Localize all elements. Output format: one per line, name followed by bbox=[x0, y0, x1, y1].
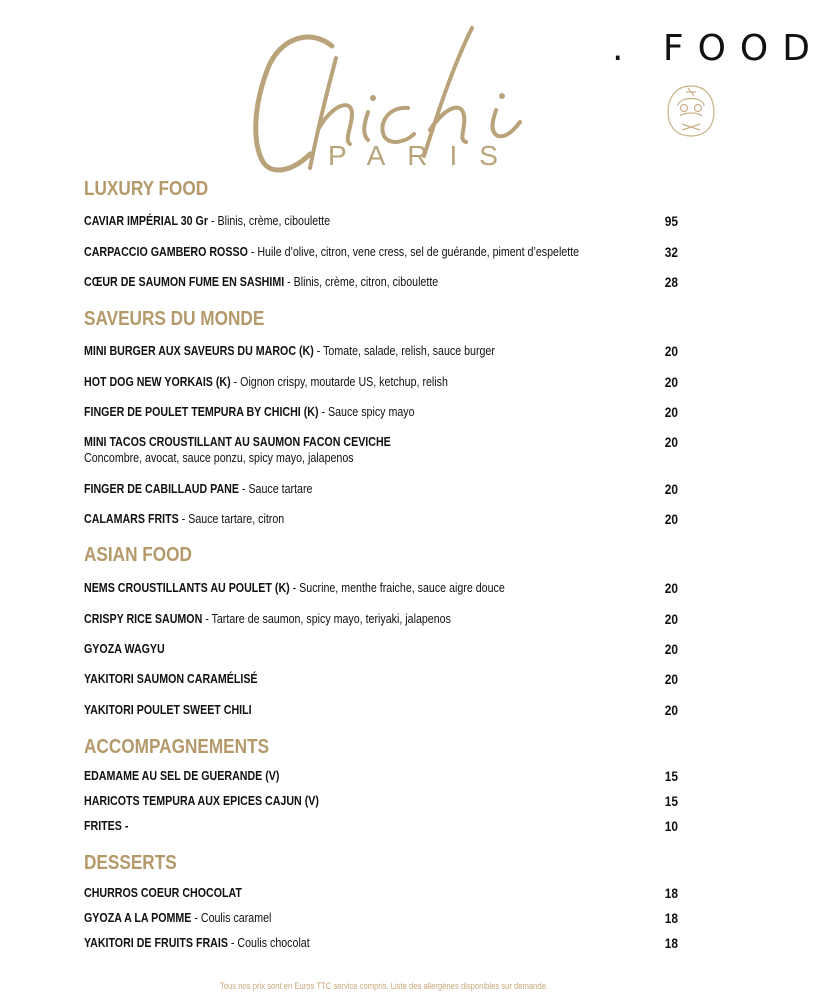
menu-item bbox=[84, 768, 724, 784]
item-name: CALAMARS FRITS bbox=[84, 511, 179, 526]
item-desc: - Tartare de saumon, spicy mayo, teriyaki, jalapenos bbox=[202, 611, 451, 626]
item-name: NEMS CROUSTILLANTS AU POULET (K) bbox=[84, 580, 290, 595]
item-price: 32 bbox=[664, 244, 678, 260]
menu-item bbox=[84, 511, 724, 527]
logo-subtitle: PARIS bbox=[328, 140, 520, 171]
item-price: 20 bbox=[664, 481, 678, 497]
menu-item bbox=[84, 434, 724, 466]
item-name: FRITES - bbox=[84, 818, 129, 833]
item-name: MINI TACOS CROUSTILLANT AU SAUMON FACON CEVICHE bbox=[84, 434, 391, 449]
menu-item bbox=[84, 374, 724, 390]
item-name: CARPACCIO GAMBERO ROSSO bbox=[84, 244, 248, 259]
item-name: CŒUR DE SAUMON FUME EN SASHIMI bbox=[84, 274, 285, 289]
footer-note bbox=[0, 980, 768, 992]
item-name: YAKITORI DE FRUITS FRAIS bbox=[84, 935, 228, 950]
item-desc: - Oignon crispy, moutarde US, ketchup, relish bbox=[230, 374, 448, 389]
item-name: YAKITORI SAUMON CARAMÉLISÉ bbox=[84, 671, 258, 686]
section-title: SAVEURS DU MONDE bbox=[84, 308, 265, 330]
section-title: DESSERTS bbox=[84, 852, 177, 874]
item-price: 20 bbox=[664, 580, 678, 596]
item-desc: - Tomate, salade, relish, sauce burger bbox=[313, 343, 495, 358]
item-price: 95 bbox=[664, 213, 678, 229]
item-price: 20 bbox=[664, 641, 678, 657]
daruma-seal-icon bbox=[662, 82, 720, 140]
item-name: MINI BURGER AUX SAVEURS DU MAROC (K) bbox=[84, 343, 314, 358]
item-name: YAKITORI POULET SWEET CHILI bbox=[84, 702, 252, 717]
item-name: HOT DOG NEW YORKAIS (K) bbox=[84, 374, 231, 389]
section-title: ASIAN FOOD bbox=[84, 544, 192, 566]
item-price: 15 bbox=[664, 793, 678, 809]
item-name: FINGER DE CABILLAUD PANE bbox=[84, 481, 239, 496]
menu-item bbox=[84, 404, 724, 420]
item-price: 20 bbox=[664, 434, 678, 450]
item-desc: - Blinis, crème, ciboulette bbox=[207, 213, 331, 228]
item-name: GYOZA WAGYU bbox=[84, 641, 165, 656]
item-desc: - Coulis caramel bbox=[191, 910, 272, 925]
menu-item bbox=[84, 274, 724, 290]
item-price: 15 bbox=[664, 768, 678, 784]
section-title: LUXURY FOOD bbox=[84, 178, 209, 200]
footer-text: Tous nos prix sont en Euros TTC service compris. Liste des allergènes disponibles sur demande. bbox=[219, 981, 549, 991]
menu-item bbox=[84, 935, 724, 951]
item-price: 18 bbox=[664, 935, 678, 951]
menu-item bbox=[84, 244, 724, 260]
menu-section-label: . FOOD bbox=[612, 28, 824, 69]
item-name: EDAMAME AU SEL DE GUERANDE (V) bbox=[84, 768, 280, 783]
item-price: 20 bbox=[664, 374, 678, 390]
menu-item bbox=[84, 671, 724, 687]
item-price: 20 bbox=[664, 611, 678, 627]
item-name: CHURROS COEUR CHOCOLAT bbox=[84, 885, 242, 900]
item-price: 10 bbox=[664, 818, 678, 834]
item-name: HARICOTS TEMPURA AUX EPICES CAJUN (V) bbox=[84, 793, 319, 808]
menu-item bbox=[84, 611, 724, 627]
item-price: 28 bbox=[664, 274, 678, 290]
item-desc: Concombre, avocat, sauce ponzu, spicy mayo, jalapenos bbox=[84, 450, 354, 465]
item-price: 18 bbox=[664, 885, 678, 901]
item-name: CRISPY RICE SAUMON bbox=[84, 611, 203, 626]
item-name: FINGER DE POULET TEMPURA BY CHICHI (K) bbox=[84, 404, 319, 419]
item-price: 18 bbox=[664, 910, 678, 926]
item-desc: - Blinis, crème, citron, ciboulette bbox=[284, 274, 439, 289]
menu-item bbox=[84, 818, 724, 834]
item-desc: - Sauce spicy mayo bbox=[318, 404, 415, 419]
item-desc: - Huile d’olive, citron, vene cress, sel de guérande, piment d’espelette bbox=[247, 244, 580, 259]
item-price: 20 bbox=[664, 511, 678, 527]
menu-item bbox=[84, 343, 724, 359]
menu-item bbox=[84, 910, 724, 926]
item-desc: - Sauce tartare bbox=[238, 481, 313, 496]
item-price: 20 bbox=[664, 671, 678, 687]
item-desc: - Sucrine, menthe fraiche, sauce aigre douce bbox=[289, 580, 505, 595]
menu-item bbox=[84, 213, 724, 229]
menu-item bbox=[84, 580, 724, 596]
section-title: ACCOMPAGNEMENTS bbox=[84, 736, 270, 758]
item-name: GYOZA A LA POMME bbox=[84, 910, 192, 925]
item-desc: - Coulis chocolat bbox=[227, 935, 310, 950]
menu-item bbox=[84, 481, 724, 497]
menu-item bbox=[84, 793, 724, 809]
item-desc: - Sauce tartare, citron bbox=[178, 511, 285, 526]
item-price: 20 bbox=[664, 404, 678, 420]
item-name: CAVIAR IMPÉRIAL 30 Gr bbox=[84, 213, 208, 228]
menu-item bbox=[84, 885, 724, 901]
item-price: 20 bbox=[664, 343, 678, 359]
menu-item bbox=[84, 641, 724, 657]
item-price: 20 bbox=[664, 702, 678, 718]
menu-item bbox=[84, 702, 724, 718]
